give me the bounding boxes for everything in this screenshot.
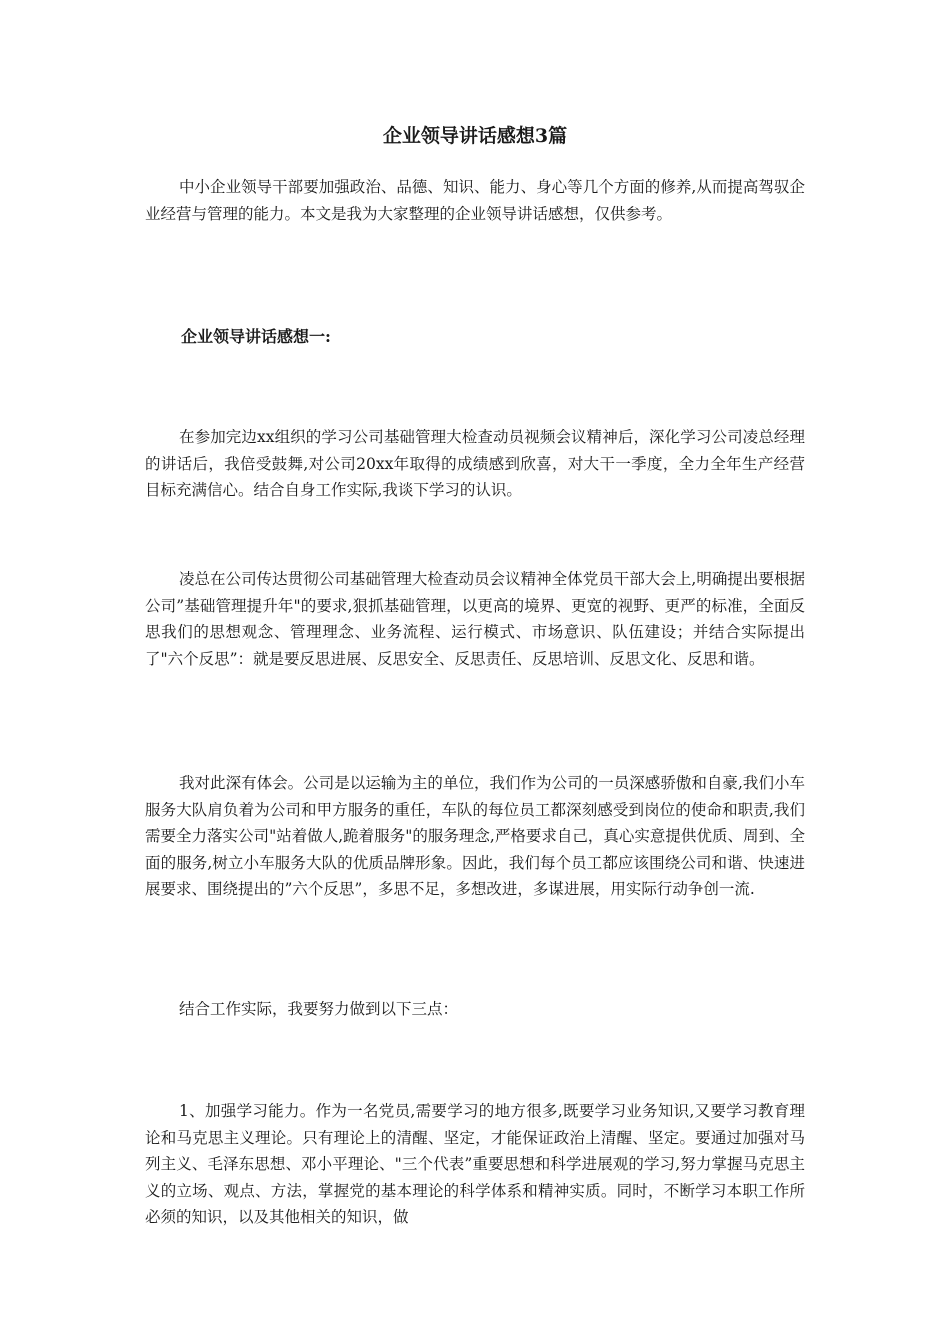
body-paragraph: 结合工作实际，我要努力做到以下三点：	[179, 1000, 459, 1018]
body-paragraph: 在参加完边xx组织的学习公司基础管理大检查动员视频会议精神后，深化学习公司凌总经理的讲话后，我倍受鼓舞,对公司20xx年取得的成绩感到欣喜，对大干一季度，全力全年生产经营目标充满信心。结合自身工作实际,我谈下学习的认识。	[145, 428, 805, 500]
body-paragraph: 凌总在公司传达贯彻公司基础管理大检查动员会议精神全体党员干部大会上,明确提出要根据公司”基础管理提升年"的要求,狠抓基础管理，以更高的境界、更宽的视野、更严的标准，全面反思我们的思想观念、管理理念、业务流程、运行模式、市场意识、队伍建设；并结合实际提出了"六个反思”：就是要反思进展、反思安全、反思责任、反思培训、反思文化、反思和谐。	[145, 570, 805, 668]
body-paragraph: 1、加强学习能力。作为一名党员,需要学习的地方很多,既要学习业务知识,又要学习教育理论和马克思主义理论。只有理论上的清醒、坚定，才能保证政治上清醒、坚定。要通过加强对马列主义、毛泽东思想、邓小平理论、"三个代表”重要思想和科学进展观的学习,努力掌握马克思主义的立场、观点、方法，掌握党的基本理论的科学体系和精神实质。同时，不断学习本职工作所必须的知识，以及其他相关的知识，做	[145, 1102, 805, 1227]
section-heading: 企业领导讲话感想一:	[181, 327, 331, 346]
body-paragraph: 我对此深有体会。公司是以运输为主的单位，我们作为公司的一员深感骄傲和自豪,我们小车服务大队肩负着为公司和甲方服务的重任，车队的每位员工都深刻感受到岗位的使命和职责,我们需要全力落实公司"站着做人,跪着服务"的服务理念,严格要求自己，真心实意提供优质、周到、全面的服务,树立小车服务大队的优质品牌形象。因此，我们每个员工都应该围绕公司和谐、快速进展要求、围绕提出的”六个反思”，多思不足，多想改进，多谋进展，用实际行动争创一流.	[145, 774, 805, 899]
intro-paragraph: 中小企业领导干部要加强政治、品德、知识、能力、身心等几个方面的修养,从而提高驾驭企业经营与管理的能力。本文是我为大家整理的企业领导讲话感想，仅供参考。	[145, 178, 805, 223]
document-title: 企业领导讲话感想3篇	[382, 125, 568, 147]
